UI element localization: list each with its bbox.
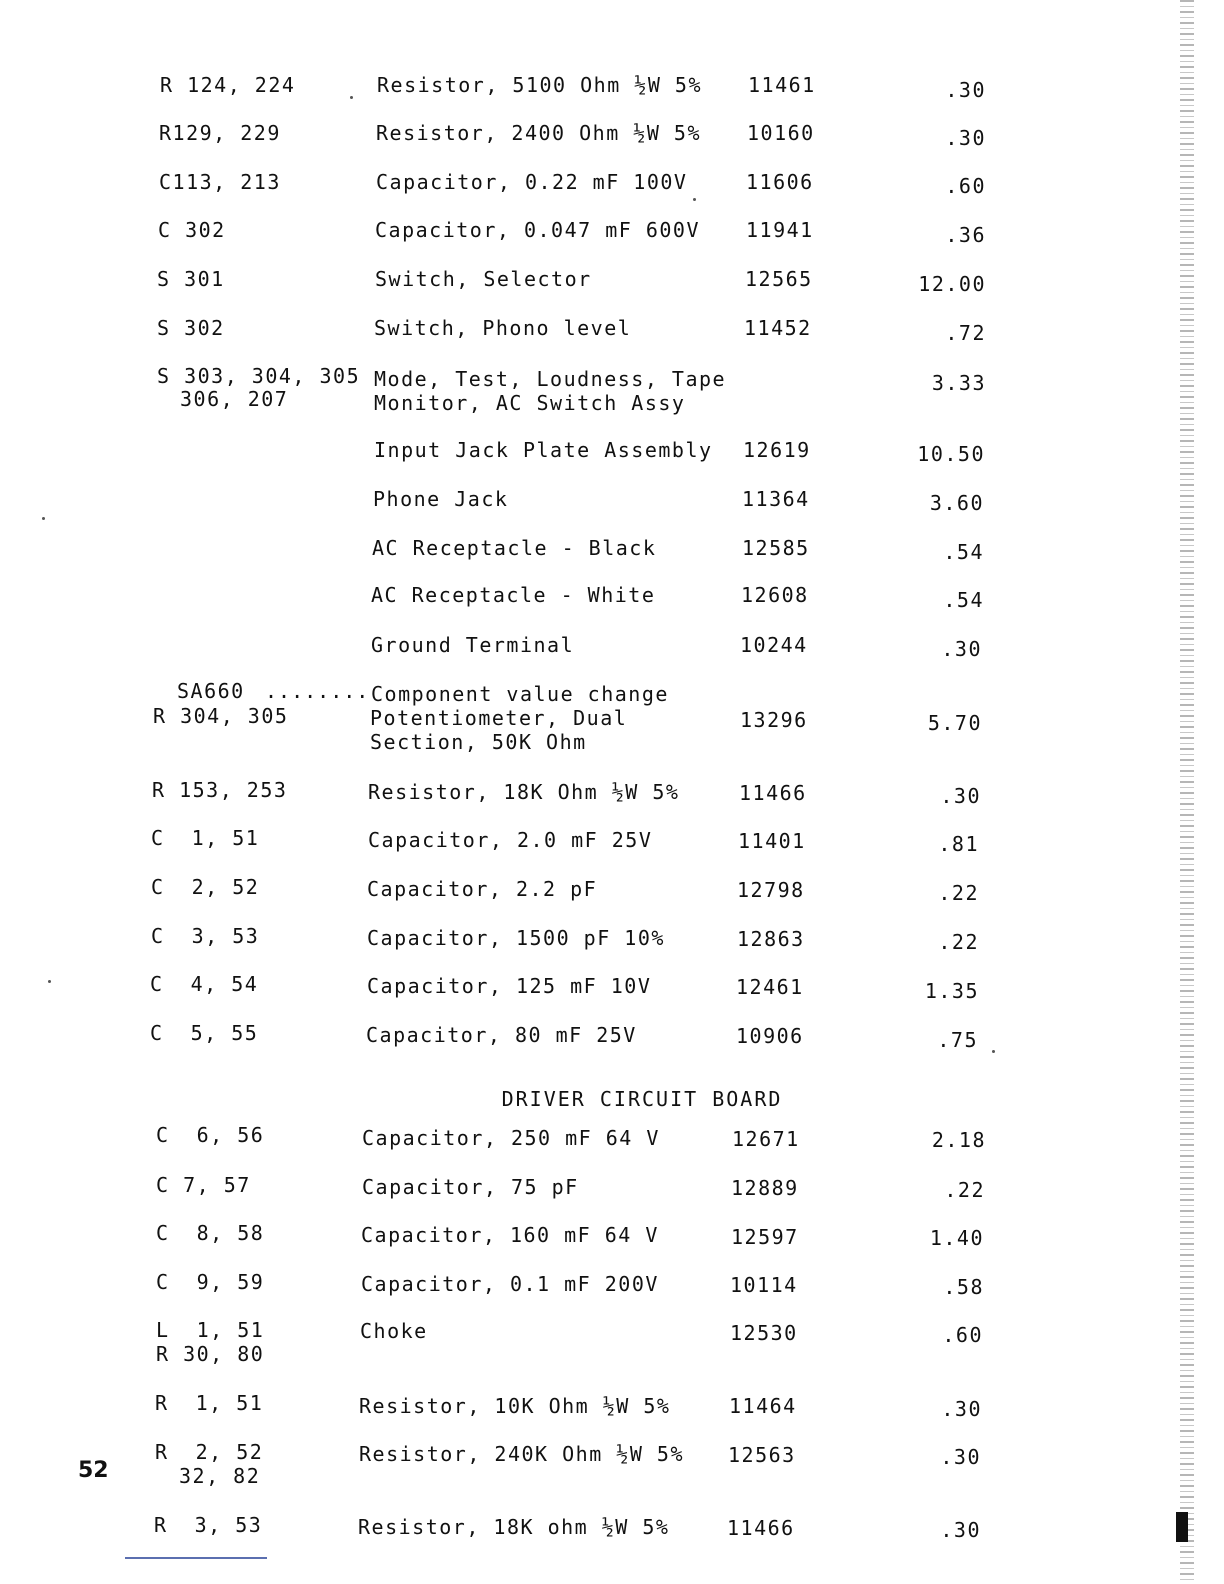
scan-speck <box>48 980 51 983</box>
part-number: 12798 <box>737 878 805 902</box>
ref-designator: R 304, 305 <box>153 704 289 728</box>
part-number: 10906 <box>736 1024 804 1048</box>
scan-speck <box>693 198 696 201</box>
part-description: Input Jack Plate Assembly <box>374 438 713 462</box>
scan-speck <box>350 96 353 99</box>
part-price: .22 <box>944 1178 985 1202</box>
part-description: Choke <box>360 1319 428 1343</box>
ref-designator: R 2, 52 <box>155 1440 264 1464</box>
ref-designator: C 8, 58 <box>156 1221 265 1245</box>
part-price: .22 <box>938 930 979 954</box>
ref-designator: S 301 <box>157 267 225 291</box>
part-description: Capacitor, 0.1 mF 200V <box>361 1272 659 1296</box>
ref-designator: C113, 213 <box>159 170 281 194</box>
part-price: 5.70 <box>927 711 982 735</box>
part-price: .54 <box>943 588 984 612</box>
part-description: Capacitor, 125 mF 10V <box>367 974 652 998</box>
part-number: 11452 <box>744 316 812 340</box>
part-price: .30 <box>941 637 982 661</box>
part-description: Resistor, 18K ohm ½W 5% <box>358 1515 670 1539</box>
ref-designator: C 302 <box>158 218 226 242</box>
ref-designator: C 7, 57 <box>156 1173 251 1197</box>
part-description: Capacitor, 2.2 pF <box>367 877 598 901</box>
part-description: Capacitor, 1500 pF 10% <box>367 926 665 950</box>
parts-row <box>0 364 1224 414</box>
part-number: 12585 <box>742 536 810 560</box>
part-number: 12671 <box>732 1127 800 1151</box>
part-description: Capacitor, 250 mF 64 V <box>362 1126 660 1150</box>
ref-designator: R 124, 224 <box>160 73 296 97</box>
part-price: 12.00 <box>918 272 986 296</box>
part-number: 11364 <box>742 487 810 511</box>
part-description: Resistor, 2400 Ohm ½W 5% <box>376 121 701 145</box>
ref-designator: L 1, 51 <box>156 1318 265 1342</box>
part-description: Resistor, 18K Ohm ½W 5% <box>368 780 680 804</box>
leader-dots: ........ <box>265 679 370 703</box>
part-price: .22 <box>938 881 979 905</box>
ref-designator-continued: 306, 207 <box>180 387 289 411</box>
part-description-continued: Section, 50K Ohm <box>370 730 587 754</box>
ref-designator: R 1, 51 <box>155 1391 264 1415</box>
part-price: .30 <box>945 78 986 102</box>
part-price: 1.35 <box>924 979 979 1003</box>
part-description: Capacitor, 160 mF 64 V <box>361 1223 659 1247</box>
part-number: 10160 <box>747 121 815 145</box>
part-description: Phone Jack <box>373 487 509 511</box>
ref-designator: C 3, 53 <box>151 924 260 948</box>
part-price: .30 <box>941 1397 982 1421</box>
part-description-continued: Monitor, AC Switch Assy <box>374 391 686 415</box>
footer-rule <box>125 1557 267 1559</box>
part-price: .36 <box>945 223 986 247</box>
part-number: 11401 <box>738 829 806 853</box>
ref-designator: C 2, 52 <box>151 875 260 899</box>
part-description: Potentiometer, Dual <box>370 706 628 730</box>
part-number: 11606 <box>746 170 814 194</box>
part-description: AC Receptacle - White <box>371 583 656 607</box>
part-number: 11466 <box>727 1516 795 1540</box>
part-description: Ground Terminal <box>371 633 575 657</box>
ref-designator: R 3, 53 <box>154 1513 263 1537</box>
part-description: Resistor, 10K Ohm ½W 5% <box>359 1394 671 1418</box>
parts-row <box>0 1440 1224 1490</box>
part-price: .60 <box>942 1323 983 1347</box>
ref-designator: C 5, 55 <box>150 1021 259 1045</box>
ref-designator: C 4, 54 <box>150 972 259 996</box>
ref-designator: C 1, 51 <box>151 826 260 850</box>
part-price: 1.40 <box>929 1226 984 1250</box>
ref-designator: R129, 229 <box>159 121 281 145</box>
parts-row-sa660 <box>0 679 1224 755</box>
part-description: Capacitor, 2.0 mF 25V <box>368 828 653 852</box>
part-description: Capacitor, 75 pF <box>362 1175 579 1199</box>
change-note: Component value change <box>371 682 669 706</box>
part-number: 11464 <box>729 1394 797 1418</box>
part-description: Switch, Phono level <box>374 316 632 340</box>
sa660-label: SA660 <box>177 679 245 703</box>
scan-speck <box>42 517 45 520</box>
part-price: .30 <box>940 1518 981 1542</box>
part-number: 11941 <box>746 218 814 242</box>
part-price: .72 <box>945 321 986 345</box>
part-price: .75 <box>937 1028 978 1052</box>
ref-designator-continued: R 30, 80 <box>156 1342 265 1366</box>
ref-designator-continued: 32, 82 <box>179 1464 261 1488</box>
scan-speck <box>992 1050 995 1053</box>
part-number: 10244 <box>740 633 808 657</box>
part-price: .54 <box>943 540 984 564</box>
part-price: .30 <box>940 784 981 808</box>
part-description: Capacitor, 0.047 mF 600V <box>375 218 700 242</box>
part-number: 10114 <box>730 1273 798 1297</box>
part-description: Mode, Test, Loudness, Tape <box>374 367 727 391</box>
part-description: AC Receptacle - Black <box>372 536 657 560</box>
part-price: .30 <box>945 126 986 150</box>
part-description: Capacitor, 80 mF 25V <box>366 1023 637 1047</box>
scan-edge-mark <box>1176 1512 1188 1542</box>
ref-designator: R 153, 253 <box>152 778 288 802</box>
part-price: .58 <box>943 1275 984 1299</box>
part-price: .30 <box>940 1445 981 1469</box>
part-number: 13296 <box>740 708 808 732</box>
part-price: .60 <box>945 174 986 198</box>
part-description: Resistor, 240K Ohm ½W 5% <box>359 1442 684 1466</box>
ref-designator: C 6, 56 <box>156 1123 265 1147</box>
ref-designator: S 303, 304, 305 <box>157 364 361 388</box>
part-description: Switch, Selector <box>375 267 592 291</box>
part-price: 3.33 <box>931 371 986 395</box>
part-price: .81 <box>938 832 979 856</box>
part-number: 11466 <box>739 781 807 805</box>
part-number: 11461 <box>748 73 816 97</box>
part-description: Capacitor, 0.22 mF 100V <box>376 170 688 194</box>
part-price: 3.60 <box>929 491 984 515</box>
ref-designator: C 9, 59 <box>156 1270 265 1294</box>
ref-designator: S 302 <box>157 316 225 340</box>
scan-edge <box>1180 0 1194 1584</box>
part-description: Resistor, 5100 Ohm ½W 5% <box>377 73 702 97</box>
parts-row <box>0 1318 1224 1368</box>
part-number: 12565 <box>745 267 813 291</box>
part-number: 12619 <box>743 438 811 462</box>
part-number: 12608 <box>741 583 809 607</box>
part-number: 12563 <box>728 1443 796 1467</box>
page-number: 52 <box>78 1458 109 1483</box>
part-number: 12863 <box>737 927 805 951</box>
section-heading: DRIVER CIRCUIT BOARD <box>501 1087 783 1111</box>
part-number: 12597 <box>731 1225 799 1249</box>
part-price: 10.50 <box>917 442 985 466</box>
part-number: 12889 <box>731 1176 799 1200</box>
part-number: 12461 <box>736 975 804 999</box>
part-price: 2.18 <box>931 1128 986 1152</box>
part-number: 12530 <box>730 1321 798 1345</box>
